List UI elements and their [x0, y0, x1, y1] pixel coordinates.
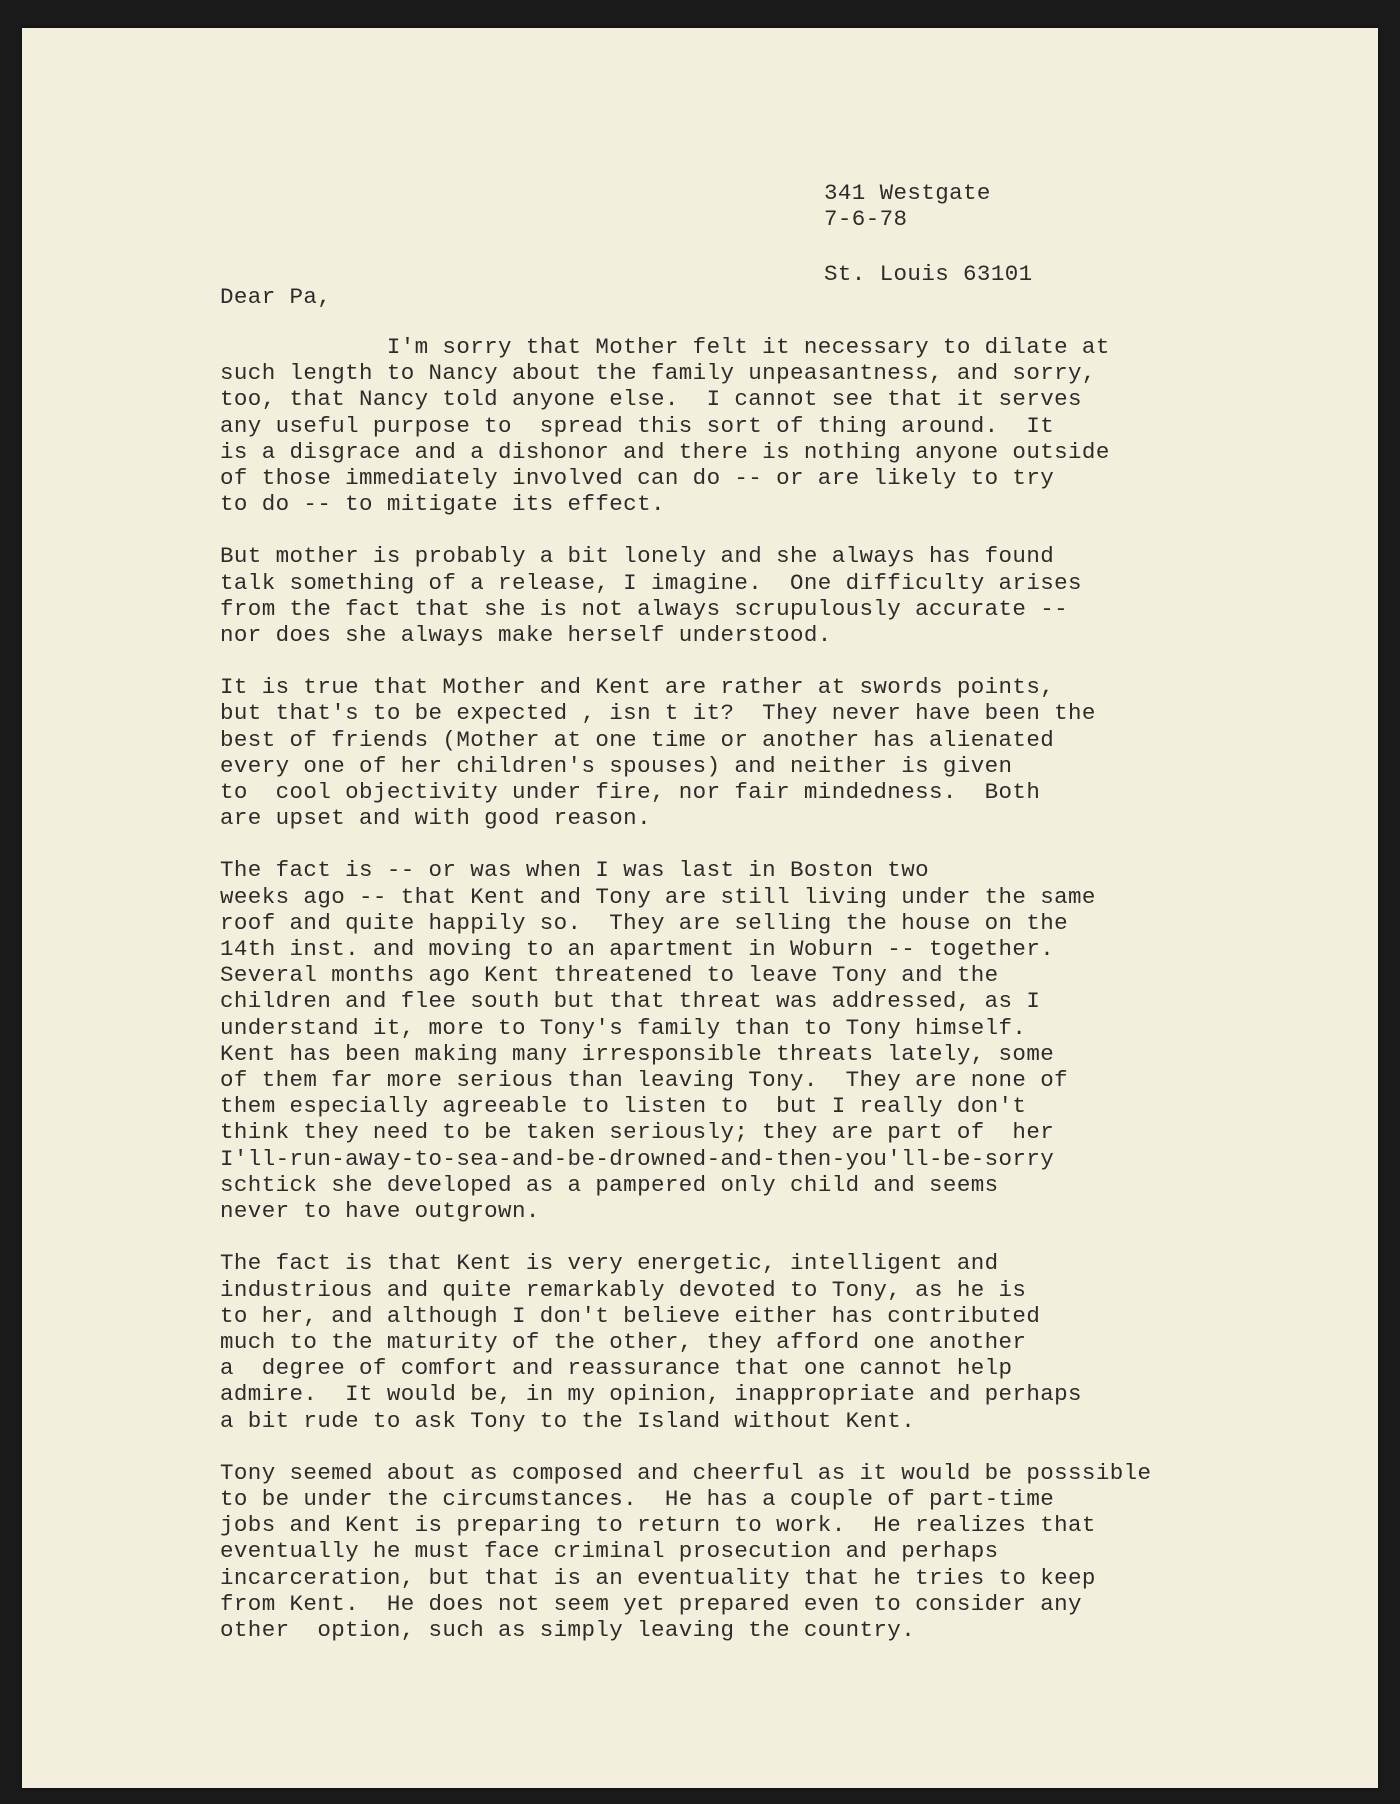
paragraph: [220, 334, 1370, 517]
text-line: are upset and with good reason.: [220, 805, 651, 832]
text-line: too, that Nancy told anyone else. I cannot see that it serves: [220, 386, 1082, 413]
text-line: It is true that Mother and Kent are rather at swords points,: [220, 674, 1055, 701]
text-line: a degree of comfort and reassurance that one cannot help: [220, 1355, 1013, 1382]
address-line-city: St. Louis 63101: [824, 261, 1033, 287]
text-line: is a disgrace and a dishonor and there is nothing anyone outside: [220, 438, 1110, 465]
text-line: Kent has been making many irresponsible threats lately, some: [220, 1040, 1055, 1067]
text-line: never to have outgrown.: [220, 1198, 540, 1225]
text-line: But mother is probably a bit lonely and she always has found: [220, 543, 1055, 570]
text-line: from the fact that she is not always scrupulously accurate --: [220, 595, 1069, 622]
letter-page: [22, 28, 1378, 1788]
text-line: best of friends (Mother at one time or another has alienated: [220, 726, 1055, 753]
text-line: them especially agreeable to listen to but I really don't: [220, 1093, 1027, 1120]
address-line-street: 341 Westgate: [824, 180, 991, 206]
text-line: Tony seemed about as composed and cheerful as it would be posssible: [220, 1459, 1152, 1486]
text-line: admire. It would be, in my opinion, inappropriate and perhaps: [220, 1381, 1082, 1408]
text-line: weeks ago -- that Kent and Tony are still living under the same: [220, 883, 1096, 910]
letter-date: 7-6-78: [824, 206, 908, 232]
text-line: to do -- to mitigate its effect.: [220, 491, 665, 518]
text-line: any useful purpose to spread this sort of thing around. It: [220, 412, 1055, 439]
text-line: jobs and Kent is preparing to return to work. He realizes that: [220, 1512, 1096, 1539]
text-line: from Kent. He does not seem yet prepared even to consider any: [220, 1590, 1082, 1617]
text-line: of them far more serious than leaving Tony. They are none of: [220, 1067, 1069, 1094]
salutation: Dear Pa,: [220, 284, 332, 310]
text-line: such length to Nancy about the family unpeasantness, and sorry,: [220, 360, 1096, 387]
letter-body: [220, 334, 1370, 1669]
text-line: The fact is -- or was when I was last in Boston two: [220, 857, 930, 884]
text-line: talk something of a release, I imagine. One difficulty arises: [220, 569, 1082, 596]
paragraph: [220, 543, 1370, 648]
paragraph: [220, 1460, 1370, 1643]
paragraph: [220, 1250, 1370, 1433]
text-line: to be under the circumstances. He has a couple of part-time: [220, 1485, 1055, 1512]
text-line: I'm sorry that Mother felt it necessary to dilate at: [220, 334, 1110, 360]
paragraph: [220, 857, 1370, 1224]
text-line: understand it, more to Tony's family than to Tony himself.: [220, 1014, 1027, 1041]
paragraph: [220, 674, 1370, 831]
text-line: other option, such as simply leaving the country.: [220, 1616, 916, 1643]
text-line: schtick she developed as a pampered only child and seems: [220, 1171, 999, 1198]
text-line: Several months ago Kent threatened to leave Tony and the: [220, 962, 999, 989]
text-line: 14th inst. and moving to an apartment in Woburn -- together.: [220, 936, 1055, 963]
text-line: eventually he must face criminal prosecution and perhaps: [220, 1538, 999, 1565]
text-line: much to the maturity of the other, they afford one another: [220, 1328, 1027, 1355]
text-line: but that's to be expected , isn t it? They never have been the: [220, 700, 1096, 727]
text-line: nor does she always make herself understood.: [220, 622, 832, 649]
text-line: to her, and although I don't believe either has contributed: [220, 1302, 1041, 1329]
text-line: incarceration, but that is an eventuality that he tries to keep: [220, 1564, 1096, 1591]
text-line: I'll-run-away-to-sea-and-be-drowned-and-then-you'll-be-sorry: [220, 1145, 1055, 1172]
text-line: think they need to be taken seriously; they are part of her: [220, 1119, 1055, 1146]
text-line: of those immediately involved can do -- or are likely to try: [220, 465, 1055, 492]
text-line: industrious and quite remarkably devoted to Tony, as he is: [220, 1276, 1027, 1303]
text-line: roof and quite happily so. They are selling the house on the: [220, 909, 1069, 936]
text-line: a bit rude to ask Tony to the Island without Kent.: [220, 1407, 916, 1434]
text-line: every one of her children's spouses) and neither is given: [220, 752, 1013, 779]
text-line: to cool objectivity under fire, nor fair mindedness. Both: [220, 779, 1041, 806]
text-line: children and flee south but that threat was addressed, as I: [220, 988, 1041, 1015]
text-line: The fact is that Kent is very energetic, intelligent and: [220, 1250, 999, 1277]
sender-address: [824, 126, 1033, 342]
